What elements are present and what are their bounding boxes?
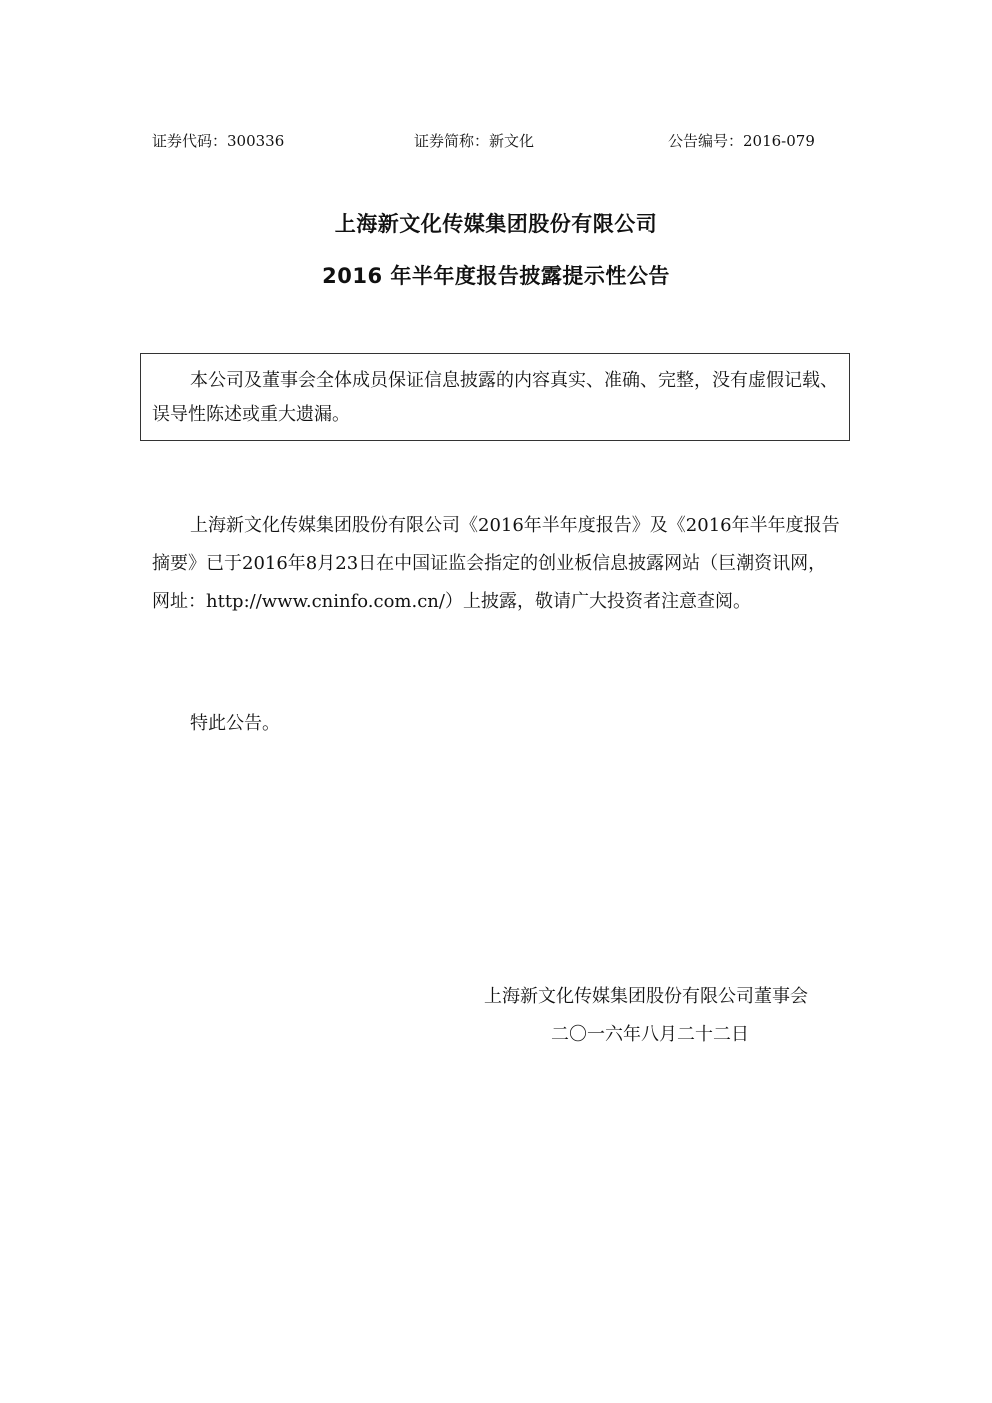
closing-paragraph: 特此公告。 <box>190 713 280 734</box>
document-header <box>0 130 992 152</box>
disclosure-notice-box <box>140 353 850 441</box>
signature-date: 二〇一六年八月二十二日 <box>551 1024 749 1045</box>
disclosure-notice-text: 本公司及董事会全体成员保证信息披露的内容真实、准确、完整，没有虚假记载、误导性陈述或重大遗漏。 <box>152 370 838 425</box>
company-title: 上海新文化传媒集团股份有限公司 <box>334 212 658 236</box>
body-paragraph: 上海新文化传媒集团股份有限公司《2016年半年度报告》及《2016年半年度报告摘要》已于2016年8月23日在中国证监会指定的创业板信息披露网站（巨潮资讯网，网址：http://www.cninfo.com.cn/）上披露，敬请广大投资者注意查阅。 <box>152 515 840 612</box>
announcement-number: 公告编号：2016-079 <box>668 132 815 150</box>
security-code: 证券代码：300336 <box>152 132 285 150</box>
security-short-name: 证券简称：新文化 <box>414 132 535 150</box>
announcement-title: 2016 年半年度报告披露提示性公告 <box>322 264 670 288</box>
signature-organization: 上海新文化传媒集团股份有限公司董事会 <box>484 986 808 1007</box>
